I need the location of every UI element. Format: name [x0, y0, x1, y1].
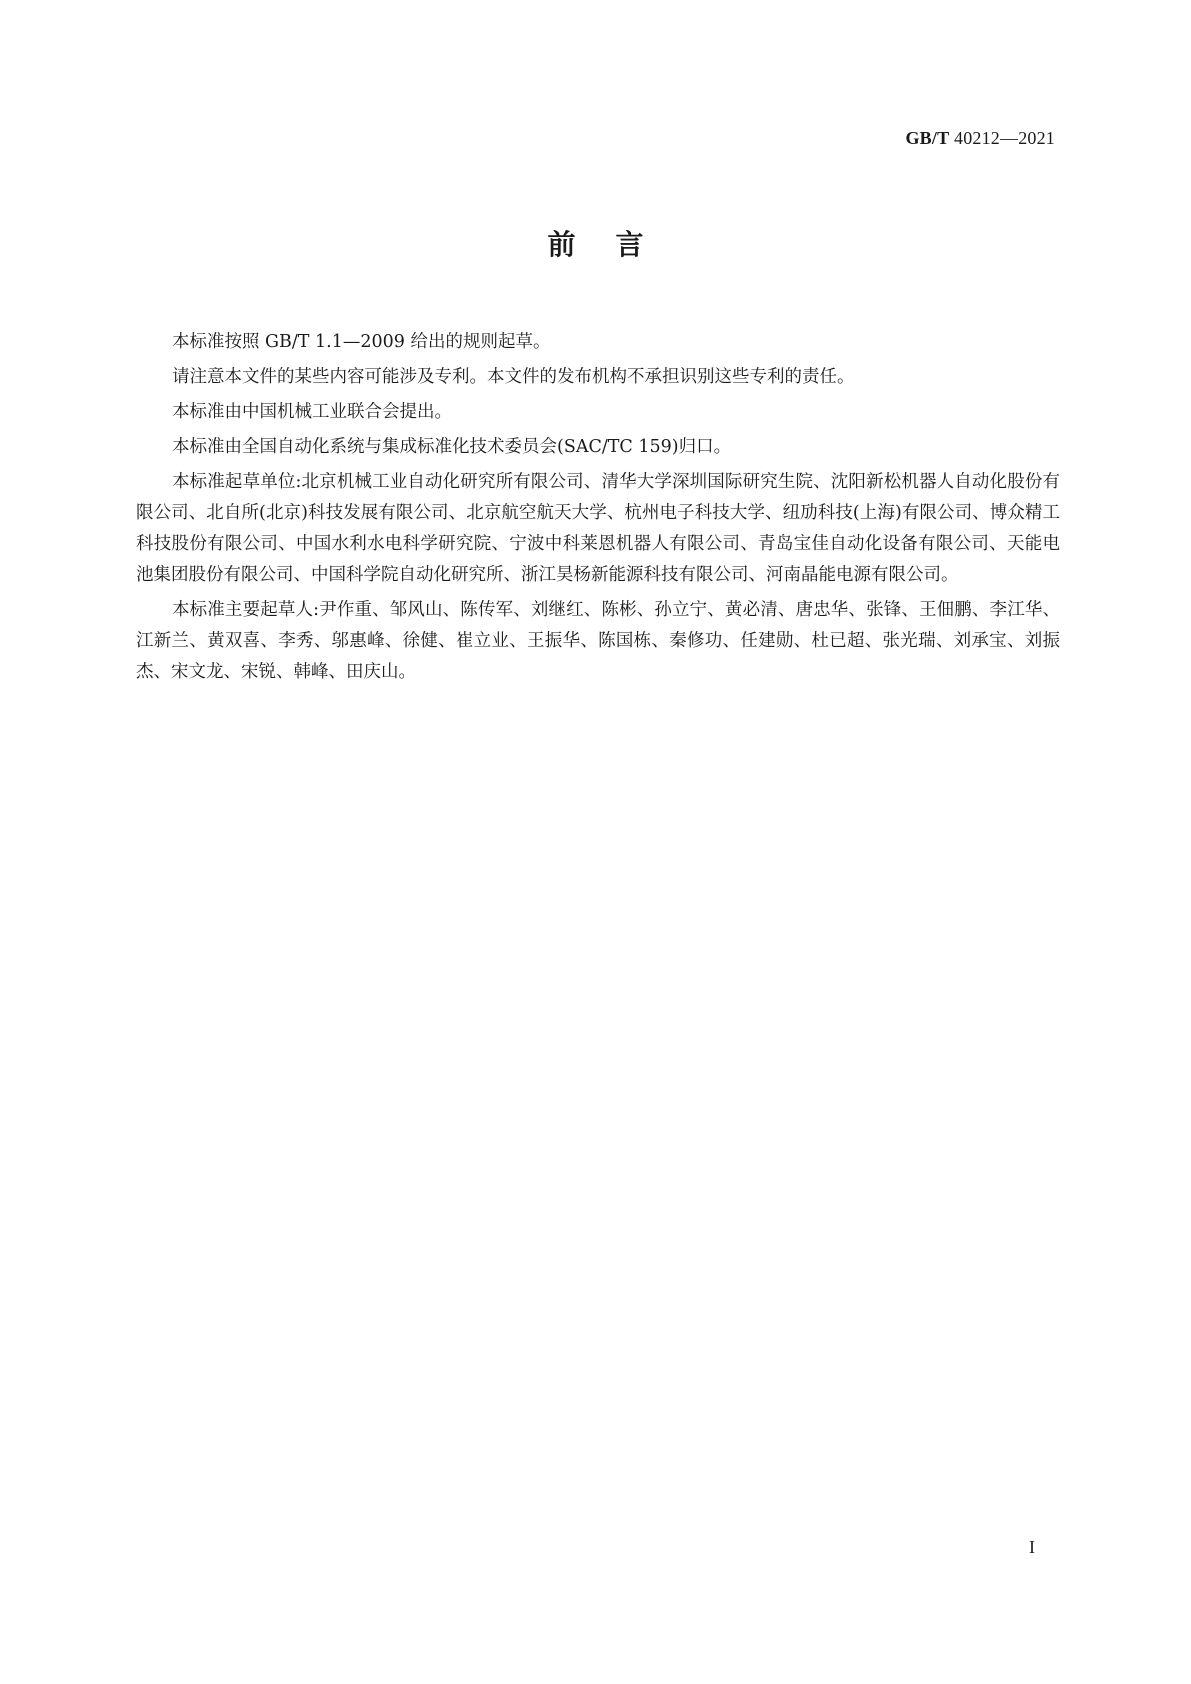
- paragraph-drafting-rules: 本标准按照 GB/T 1.1—2009 给出的规则起草。: [172, 332, 551, 352]
- paragraph-proposer: 本标准由中国机械工业联合会提出。: [172, 402, 452, 422]
- standard-prefix: GB/T: [905, 128, 950, 148]
- standard-number: 40212—2021: [954, 128, 1055, 148]
- page-number: I: [1029, 1537, 1035, 1557]
- foreword-body: [136, 327, 1060, 692]
- paragraph-patent-notice: 请注意本文件的某些内容可能涉及专利。本文件的发布机构不承担识别这些专利的责任。: [172, 367, 855, 387]
- paragraph-main-drafters: 本标准主要起草人:尹作重、邹风山、陈传军、刘继红、陈彬、孙立宁、黄必清、唐忠华、张锋、王佃鹏、李江华、江新兰、黄双喜、李秀、邬惠峰、徐健、崔立业、王振华、陈国栋、秦修功、任建勋、杜已超、张光瑞、刘承宝、刘振杰、宋文龙、宋锐、韩峰、田庆山。: [136, 600, 1060, 682]
- paragraph-drafting-organizations: 本标准起草单位:北京机械工业自动化研究所有限公司、清华大学深圳国际研究生院、沈阳新松机器人自动化股份有限公司、北自所(北京)科技发展有限公司、北京航空航天大学、杭州电子科技大学、纽劢科技(上海)有限公司、博众精工科技股份有限公司、中国水利水电科学研究院、宁波中科莱恩机器人有限公司、青岛宝佳自动化设备有限公司、天能电池集团股份有限公司、中国科学院自动化研究所、浙江昊杨新能源科技有限公司、河南晶能电源有限公司。: [136, 472, 1060, 585]
- paragraph-technical-committee: 本标准由全国自动化系统与集成标准化技术委员会(SAC/TC 159)归口。: [172, 437, 732, 457]
- page-title: 前言: [547, 228, 684, 261]
- standard-code: [905, 128, 1055, 149]
